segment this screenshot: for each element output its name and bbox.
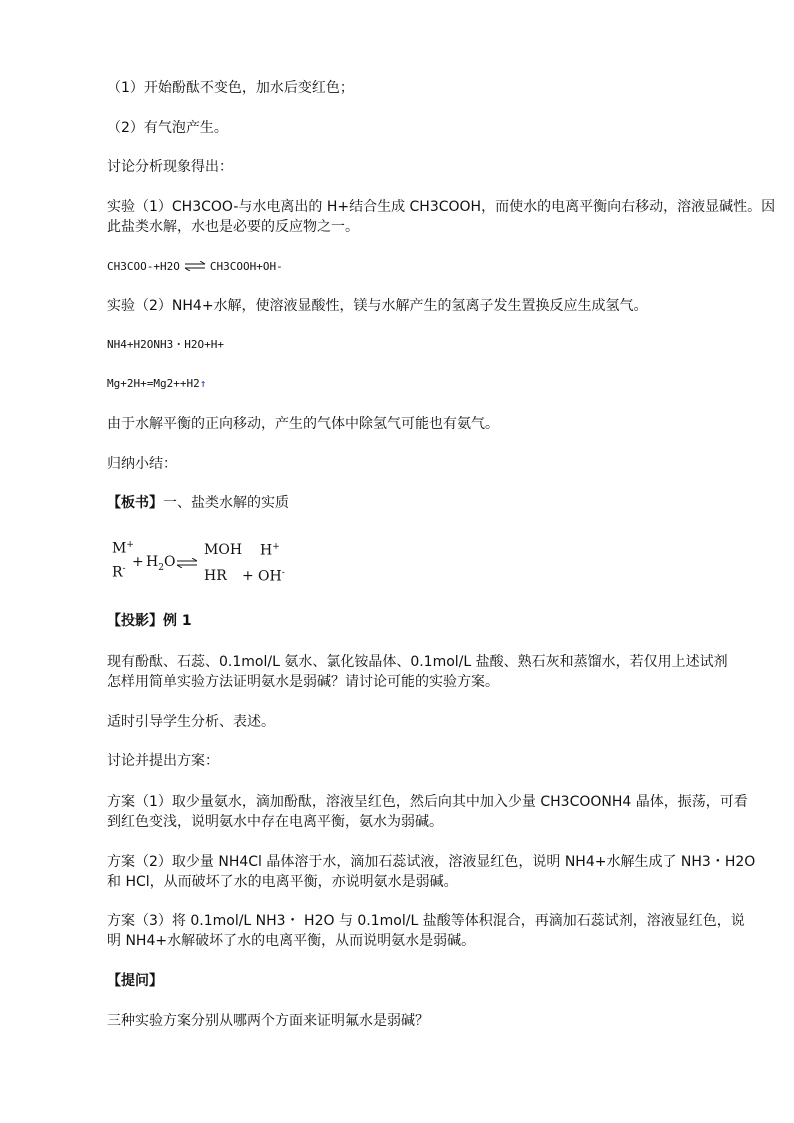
heading-board <box>107 491 727 515</box>
text-line: 讨论并提出方案： <box>107 753 219 769</box>
text-line: 到红色变浅，说明氨水中存在电离平衡，氨水为弱碱。 <box>107 814 443 830</box>
equation-acetate <box>107 255 727 279</box>
text-line: （2）有气泡产生。 <box>107 120 228 136</box>
formula-moh: MOH <box>204 542 243 558</box>
heading-question: 【提问】 <box>107 973 163 989</box>
equation-magnesium <box>107 372 727 396</box>
equation-text: Mg+2H+=Mg2++H2 <box>107 377 200 390</box>
formula-m: M+ <box>112 540 134 557</box>
text-line: 此盐类水解，水也是必要的反应物之一。 <box>107 219 359 235</box>
text-line: 由于水解平衡的正向移动，产生的气体中除氢气可能也有氨气。 <box>107 416 499 432</box>
text-line: 方案（1）取少量氨水，滴加酚酞，溶液呈红色，然后向其中加入少量 CH3COONH4 晶体，振荡，可看 <box>107 794 748 810</box>
formula-plus: + <box>132 554 144 570</box>
text-line: 和 HCl，从而破坏了水的电离平衡，亦说明氨水是弱碱。 <box>107 874 458 890</box>
text-line: 方案（3）将 0.1mol/L NH3・ H2O 与 0.1mol/L 盐酸等体积混合，再滴加石蕊试剂，溶液显红色，说 <box>107 913 745 929</box>
formula-r: R- <box>112 564 126 581</box>
text-line: 三种实验方案分别从哪两个方面来证明氟水是弱碱？ <box>107 1013 429 1029</box>
equation-left: CH3COO-+H2O <box>107 260 180 273</box>
formula-oh: OH- <box>258 568 285 585</box>
tag-label: 【板书】 <box>107 495 163 511</box>
gas-arrow-icon: ↑ <box>199 377 207 390</box>
text-line: 明 NH4+水解破坏了水的电离平衡，从而说明氨水是弱碱。 <box>107 933 476 949</box>
hydrolysis-formula <box>108 538 328 590</box>
text-line: （1）开始酚酞不变色，加水后变红色； <box>107 80 354 96</box>
text-line: 实验（1）CH3COO-与水电离出的 H+结合生成 CH3COOH，而使水的电离平衡向右移动，溶液显碱性。因 <box>107 199 776 215</box>
text-line: 归纳小结： <box>107 456 177 472</box>
equation-right: CH3COOH+OH- <box>209 260 283 273</box>
text-line: 怎样用简单实验方法证明氨水是弱碱？请讨论可能的实验方案。 <box>107 674 499 690</box>
formula-plus: + <box>242 568 254 584</box>
heading-projection: 【投影】例 1 <box>107 613 192 629</box>
equilibrium-arrow-icon <box>184 263 206 271</box>
text-line: 实验（2）NH4+水解，使溶液显酸性，镁与水解产生的氢离子发生置换反应生成氢气。 <box>107 298 648 314</box>
text-line: 适时引导学生分析、表述。 <box>107 714 275 730</box>
text-line: 讨论分析现象得出： <box>107 159 233 175</box>
text-line: 方案（2）取少量 NH4Cl 晶体溶于水，滴加石蕊试液，溶液显红色，说明 NH4+水解生成了 NH3・H2O <box>107 854 756 870</box>
formula-h: H+ <box>260 542 280 559</box>
equilibrium-arrow-icon <box>176 556 198 572</box>
formula-hr: HR <box>204 568 227 584</box>
heading-text: 一、盐类水解的实质 <box>163 495 289 511</box>
text-line: 现有酚酞、石蕊、0.1mol/L 氨水、氯化铵晶体、0.1mol/L 盐酸、熟石灰和蒸馏水，若仅用上述试剂 <box>107 654 728 670</box>
equation-ammonium: NH4+H2ONH3・H2O+H+ <box>107 338 224 351</box>
formula-water: $H_2O$ <box>146 554 176 573</box>
